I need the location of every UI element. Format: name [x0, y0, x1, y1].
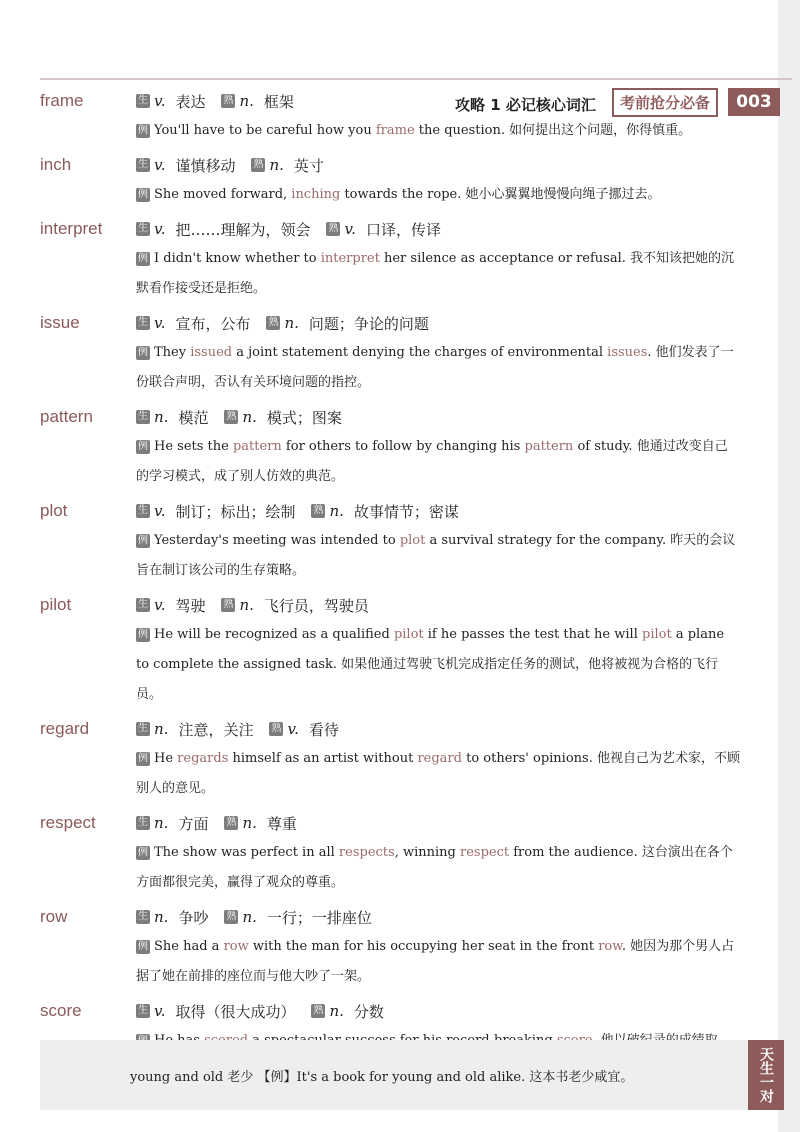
example-text: a survival strategy for the company. 昨天的会议旨在制订该公司的生存策略。 [136, 533, 736, 578]
example-sentence [136, 338, 740, 400]
example-text: . 他们发表了一份联合声明，否认有关环境问题的指控。 [136, 345, 734, 390]
sense-badge-icon: 生 [138, 817, 148, 828]
example-text: a plane to complete the assigned task. 如果他通过驾驶飞机完成指定任务的测试，他将被视为合格的飞行员。 [136, 627, 725, 702]
vocab-entry [40, 402, 740, 494]
vocab-entry [40, 714, 740, 806]
vocab-entry [40, 496, 740, 588]
sense-badge-icon: 生 [138, 223, 148, 234]
highlighted-word: frame [375, 123, 415, 138]
highlighted-word: pattern [524, 439, 574, 454]
highlighted-word: row [598, 939, 622, 954]
definitions [136, 91, 310, 112]
example-text: a joint statement denying the charges of environmental [232, 345, 608, 360]
example-badge-icon: 例 [138, 628, 148, 640]
example-text: to others' opinions. 他视自己为艺术家，不顾别人的意见。 [136, 751, 740, 796]
example-text: He will be recognized as a qualified [154, 627, 394, 642]
example-badge-icon: 例 [138, 940, 148, 952]
example-badge-icon: 例 [138, 124, 148, 136]
example-sentence [136, 244, 740, 306]
sense-badge-icon: 熟 [223, 599, 234, 610]
highlighted-word: regards [177, 751, 229, 766]
part-of-speech: v. [154, 596, 166, 614]
sense-badge-icon: 熟 [223, 95, 234, 106]
footer-tag: 天生一对 [748, 1040, 784, 1110]
part-of-speech: n. [242, 908, 257, 926]
highlighted-word: inching [291, 187, 341, 202]
example-text: The show was perfect in all [154, 845, 339, 860]
part-of-speech: n. [269, 156, 284, 174]
meaning: 一行；一排座位 [266, 908, 372, 927]
vocab-entry [40, 902, 740, 994]
header-divider [40, 78, 792, 80]
example-text: You'll have to be careful how you [154, 123, 376, 138]
definitions [136, 407, 358, 428]
headword: score [40, 1001, 82, 1020]
example-sentence [136, 838, 740, 900]
meaning: 模范 [178, 408, 209, 427]
footer-box [40, 1040, 780, 1110]
highlighted-word: pattern [232, 439, 282, 454]
definitions [136, 813, 313, 834]
example-text: . 她因为那个男人占据了她在前排的座位而与他大吵了一架。 [136, 939, 735, 984]
example-text: the question. 如何提出这个问题，你得慎重。 [414, 123, 692, 138]
highlighted-word: respects [338, 845, 395, 860]
entry-head [40, 996, 740, 1026]
part-of-speech: v. [344, 220, 356, 238]
definitions [136, 1001, 400, 1022]
part-of-speech: v. [154, 220, 166, 238]
headword: interpret [40, 219, 103, 238]
vocab-entry [40, 808, 740, 900]
sense-badge-icon: 熟 [271, 723, 282, 734]
footer-text: young and old 老少 【例】It's a book for young and old alike. 这本书老少咸宜。 [130, 1070, 634, 1085]
headword: inch [40, 155, 72, 174]
example-sentence [136, 116, 740, 148]
vocab-entry [40, 150, 740, 212]
part-of-speech: v. [154, 156, 166, 174]
meaning: 口译，传译 [365, 220, 441, 239]
vocab-entry [40, 308, 740, 400]
part-of-speech: v. [154, 92, 166, 110]
sense-badge-icon: 生 [138, 159, 148, 170]
part-of-speech: v. [154, 314, 166, 332]
headword: row [40, 907, 68, 926]
example-badge-icon: 例 [138, 188, 148, 200]
example-badge-icon: 例 [138, 346, 148, 358]
meaning: 故事情节；密谋 [353, 502, 459, 521]
entry-head [40, 590, 740, 620]
page-edge [778, 0, 800, 1132]
book-title: 考前抢分必备 [612, 88, 718, 117]
meaning: 取得（很大成功） [175, 1002, 296, 1021]
example-badge-icon: 例 [138, 440, 148, 452]
part-of-speech: v. [154, 1002, 166, 1020]
sense-badge-icon: 熟 [253, 159, 264, 170]
part-of-speech: n. [329, 1002, 344, 1020]
entry-head [40, 496, 740, 526]
headword: respect [40, 813, 96, 832]
example-badge-icon: 例 [138, 252, 148, 264]
headword: pilot [40, 595, 72, 614]
meaning: 框架 [263, 92, 294, 111]
example-badge-icon: 例 [138, 846, 148, 858]
example-sentence [136, 180, 740, 212]
sense-badge-icon: 生 [138, 723, 148, 734]
highlighted-word: plot [399, 533, 426, 548]
entry-head [40, 902, 740, 932]
vocabulary-list [40, 86, 740, 1060]
sense-badge-icon: 熟 [226, 817, 237, 828]
example-text: for others to follow by changing his [281, 439, 525, 454]
highlighted-word: issued [190, 345, 233, 360]
part-of-speech: n. [239, 596, 254, 614]
example-text: if he passes the test that he will [423, 627, 642, 642]
meaning: 分数 [353, 1002, 384, 1021]
meaning: 驾驶 [175, 596, 206, 615]
example-text: He [154, 751, 178, 766]
headword: plot [40, 501, 68, 520]
sense-badge-icon: 熟 [226, 911, 237, 922]
part-of-speech: n. [284, 314, 299, 332]
part-of-speech: n. [329, 502, 344, 520]
highlighted-word: respect [459, 845, 510, 860]
meaning: 英寸 [293, 156, 324, 175]
meaning: 争吵 [178, 908, 209, 927]
example-text: He sets the [154, 439, 233, 454]
entry-head [40, 150, 740, 180]
definitions [136, 501, 475, 522]
page-number: 003 [728, 88, 780, 116]
part-of-speech: n. [154, 408, 169, 426]
part-of-speech: v. [287, 720, 299, 738]
example-text: Yesterday's meeting was intended to [154, 533, 400, 548]
sense-badge-icon: 熟 [313, 1005, 324, 1016]
part-of-speech: n. [239, 92, 254, 110]
part-of-speech: n. [242, 814, 257, 832]
example-text: himself as an artist without [228, 751, 418, 766]
part-of-speech: n. [154, 814, 169, 832]
example-text: I didn't know whether to [154, 251, 321, 266]
headword: issue [40, 313, 80, 332]
highlighted-word: regard [417, 751, 462, 766]
highlighted-word: issues [607, 345, 648, 360]
vocab-entry [40, 590, 740, 712]
definitions [136, 907, 388, 928]
example-sentence [136, 526, 740, 588]
example-sentence [136, 620, 740, 712]
example-badge-icon: 例 [138, 752, 148, 764]
part-of-speech: v. [154, 502, 166, 520]
example-text: of study. 他通过改变自己的学习模式，成了别人仿效的典范。 [136, 439, 728, 484]
part-of-speech: n. [154, 908, 169, 926]
sense-badge-icon: 熟 [328, 223, 339, 234]
example-badge-icon: 例 [138, 534, 148, 546]
meaning: 方面 [178, 814, 209, 833]
section-title: 攻略 1 必记核心词汇 [455, 96, 596, 114]
sense-badge-icon: 生 [138, 411, 148, 422]
entry-head [40, 308, 740, 338]
definitions [136, 313, 445, 334]
sense-badge-icon: 生 [138, 317, 148, 328]
meaning: 看待 [308, 720, 339, 739]
example-text: with the man for his occupying her seat in the front [248, 939, 599, 954]
headword: frame [40, 91, 84, 110]
example-text: her silence as acceptance or refusal. 我不知该把她的沉默看作接受还是拒绝。 [136, 251, 735, 296]
meaning: 飞行员，驾驶员 [263, 596, 369, 615]
meaning: 问题；争论的问题 [308, 314, 429, 333]
entry-head [40, 808, 740, 838]
meaning: 宣布，公布 [175, 314, 251, 333]
meaning: 尊重 [266, 814, 297, 833]
example-text: towards the rope. 她小心翼翼地慢慢向绳子挪过去。 [340, 187, 661, 202]
sense-badge-icon: 熟 [268, 317, 279, 328]
meaning: 把……理解为，领会 [175, 220, 311, 239]
meaning: 谨慎移动 [175, 156, 236, 175]
sense-badge-icon: 熟 [226, 411, 237, 422]
meaning: 注意，关注 [178, 720, 254, 739]
sense-badge-icon: 生 [138, 599, 148, 610]
meaning: 制订；标出；绘制 [175, 502, 296, 521]
example-sentence [136, 932, 740, 994]
sense-badge-icon: 熟 [313, 505, 324, 516]
entry-head [40, 214, 740, 244]
entry-head [40, 402, 740, 432]
highlighted-word: interpret [320, 251, 380, 266]
meaning: 模式；图案 [266, 408, 342, 427]
entry-head [40, 86, 740, 116]
part-of-speech: n. [154, 720, 169, 738]
definitions [136, 219, 457, 240]
highlighted-word: pilot [642, 627, 672, 642]
vocab-entry [40, 214, 740, 306]
headword: pattern [40, 407, 93, 426]
example-text: They [154, 345, 191, 360]
example-text: She moved forward, [154, 187, 292, 202]
vocab-entry [40, 86, 740, 148]
definitions [136, 719, 355, 740]
headword: regard [40, 719, 90, 738]
part-of-speech: n. [242, 408, 257, 426]
example-text: She had a [154, 939, 224, 954]
example-text: from the audience. 这台演出在各个方面都很完美，赢得了观众的尊重。 [136, 845, 733, 890]
definitions [136, 595, 385, 616]
example-sentence [136, 432, 740, 494]
definitions [136, 155, 340, 176]
entry-head [40, 714, 740, 744]
example-sentence [136, 744, 740, 806]
sense-badge-icon: 生 [138, 95, 148, 106]
highlighted-word: row [223, 939, 249, 954]
example-text: , winning [394, 845, 460, 860]
sense-badge-icon: 生 [138, 505, 148, 516]
highlighted-word: pilot [393, 627, 424, 642]
sense-badge-icon: 生 [138, 1005, 148, 1016]
sense-badge-icon: 生 [138, 911, 148, 922]
meaning: 表达 [175, 92, 206, 111]
